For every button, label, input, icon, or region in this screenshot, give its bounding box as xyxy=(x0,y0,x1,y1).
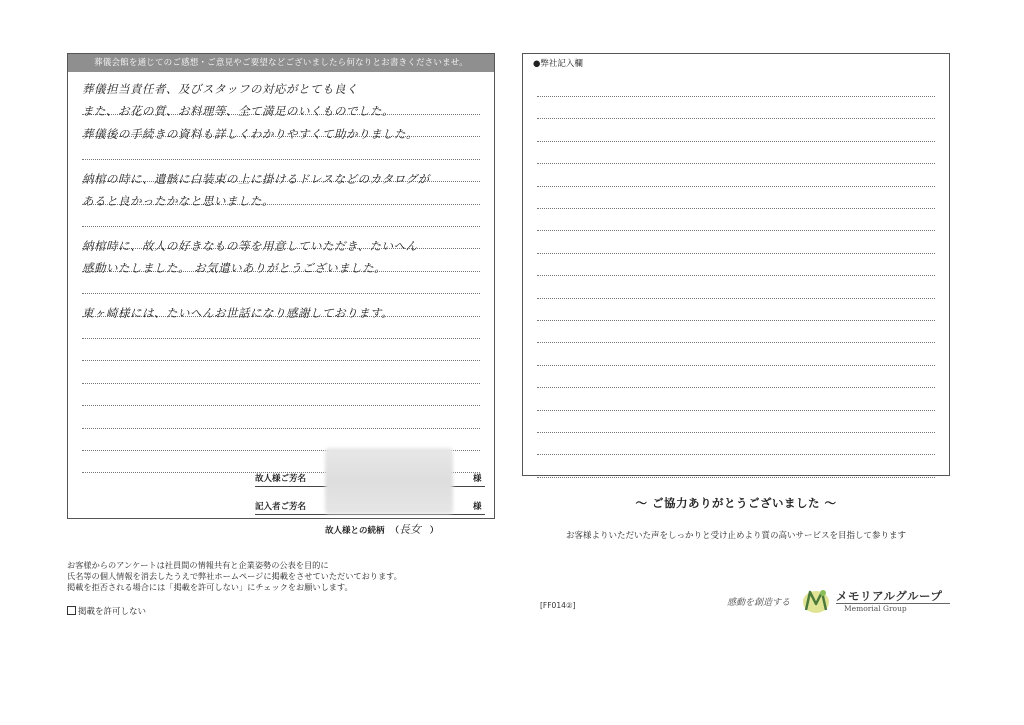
relation-close-paren: ） xyxy=(429,526,439,536)
rule-line xyxy=(537,320,935,321)
rule-line xyxy=(537,387,935,388)
thanks-message: ～ ご協力ありがとうございました ～ xyxy=(635,496,837,510)
relation-field xyxy=(325,521,438,537)
logo-subtitle: Memorial Group xyxy=(844,604,907,613)
handwritten-line: 感動いたしました。 お気遣いありがとうございました。 xyxy=(82,261,387,276)
rule-line xyxy=(537,298,935,299)
rule-line xyxy=(82,405,480,406)
rule-line xyxy=(537,342,935,343)
form-code: [FF014②] xyxy=(540,601,576,610)
privacy-note-line: 氏名等の個人情報を消去したうえで弊社ホームページに掲載をさせていただいております。 xyxy=(67,571,402,581)
rule-line xyxy=(537,230,935,231)
logo-text: メモリアルグループ xyxy=(836,589,943,603)
handwritten-line: また、お花の質、お料理等、全て満足のいくものでした。 xyxy=(82,104,394,119)
writer-name-label: 記入者ご芳名 xyxy=(255,502,307,512)
deceased-honorific: 様 xyxy=(473,474,482,484)
handwritten-line: あると良かったかなと思いました。 xyxy=(82,194,274,208)
survey-header: 葬儀会館を通じてのご感想・ご意見やご要望などございましたら何なりとお書きくださいませ。 xyxy=(68,54,494,72)
memorial-logo-icon xyxy=(801,586,831,616)
company-notes-title: ●弊社記入欄 xyxy=(533,59,583,69)
publish-refusal-label: 掲載を許可しない xyxy=(78,607,147,617)
rule-line xyxy=(82,338,480,339)
rule-line xyxy=(537,208,935,209)
writer-name-underline xyxy=(255,514,485,515)
rule-line xyxy=(82,383,480,384)
writer-honorific: 様 xyxy=(473,502,482,512)
company-notes-panel xyxy=(522,53,950,476)
company-tagline: 感動を創造する xyxy=(727,598,791,608)
handwritten-line: 納棺の時に、遺骸に白装束の上に掛けるドレスなどのカタログが xyxy=(82,171,430,186)
rule-line xyxy=(537,454,935,455)
redacted-names-box xyxy=(325,448,453,514)
rule-line xyxy=(537,477,935,478)
rule-line xyxy=(537,141,935,142)
commitment-message: お客様よりいただいた声をしっかりと受け止めより質の高いサービスを目指して参ります xyxy=(565,531,906,541)
rule-line xyxy=(82,428,480,429)
relation-label: 故人様との続柄 xyxy=(325,526,385,536)
privacy-note-line: 掲載を拒否される場合には「掲載を許可しない」にチェックをお願いします。 xyxy=(67,582,353,592)
rule-line xyxy=(82,360,480,361)
handwritten-line: 葬儀担当責任者、及びスタッフの対応がとても良く xyxy=(82,82,358,96)
publish-refusal-checkbox[interactable] xyxy=(67,606,76,615)
rule-line xyxy=(82,226,480,227)
privacy-notes xyxy=(67,560,402,593)
privacy-note-line: お客様からのアンケートは社員間の情報共有と企業姿勢の公表を目的に xyxy=(67,560,329,570)
deceased-name-label: 故人様ご芳名 xyxy=(255,474,307,484)
rule-line xyxy=(537,253,935,254)
rule-line xyxy=(82,159,480,160)
handwritten-line: 納棺時に、故人の好きなもの等を用意していただき、たいへん xyxy=(82,238,418,253)
handwritten-line: 葬儀後の手続きの資料も詳しくわかりやすくて助かりました。 xyxy=(82,126,418,141)
rule-line xyxy=(537,186,935,187)
relation-value: 長女 xyxy=(398,523,421,536)
handwritten-line: 東ヶ崎様には、たいへんお世話になり感謝しております。 xyxy=(82,306,394,320)
rule-line xyxy=(537,96,935,97)
rule-line xyxy=(537,118,935,119)
rule-line xyxy=(537,163,935,164)
rule-line xyxy=(537,432,935,433)
rule-line xyxy=(537,275,935,276)
rule-line xyxy=(82,293,480,294)
rule-line xyxy=(537,365,935,366)
relation-open-paren: （ xyxy=(390,526,399,536)
rule-line xyxy=(537,410,935,411)
publish-refusal-option[interactable] xyxy=(67,605,146,617)
